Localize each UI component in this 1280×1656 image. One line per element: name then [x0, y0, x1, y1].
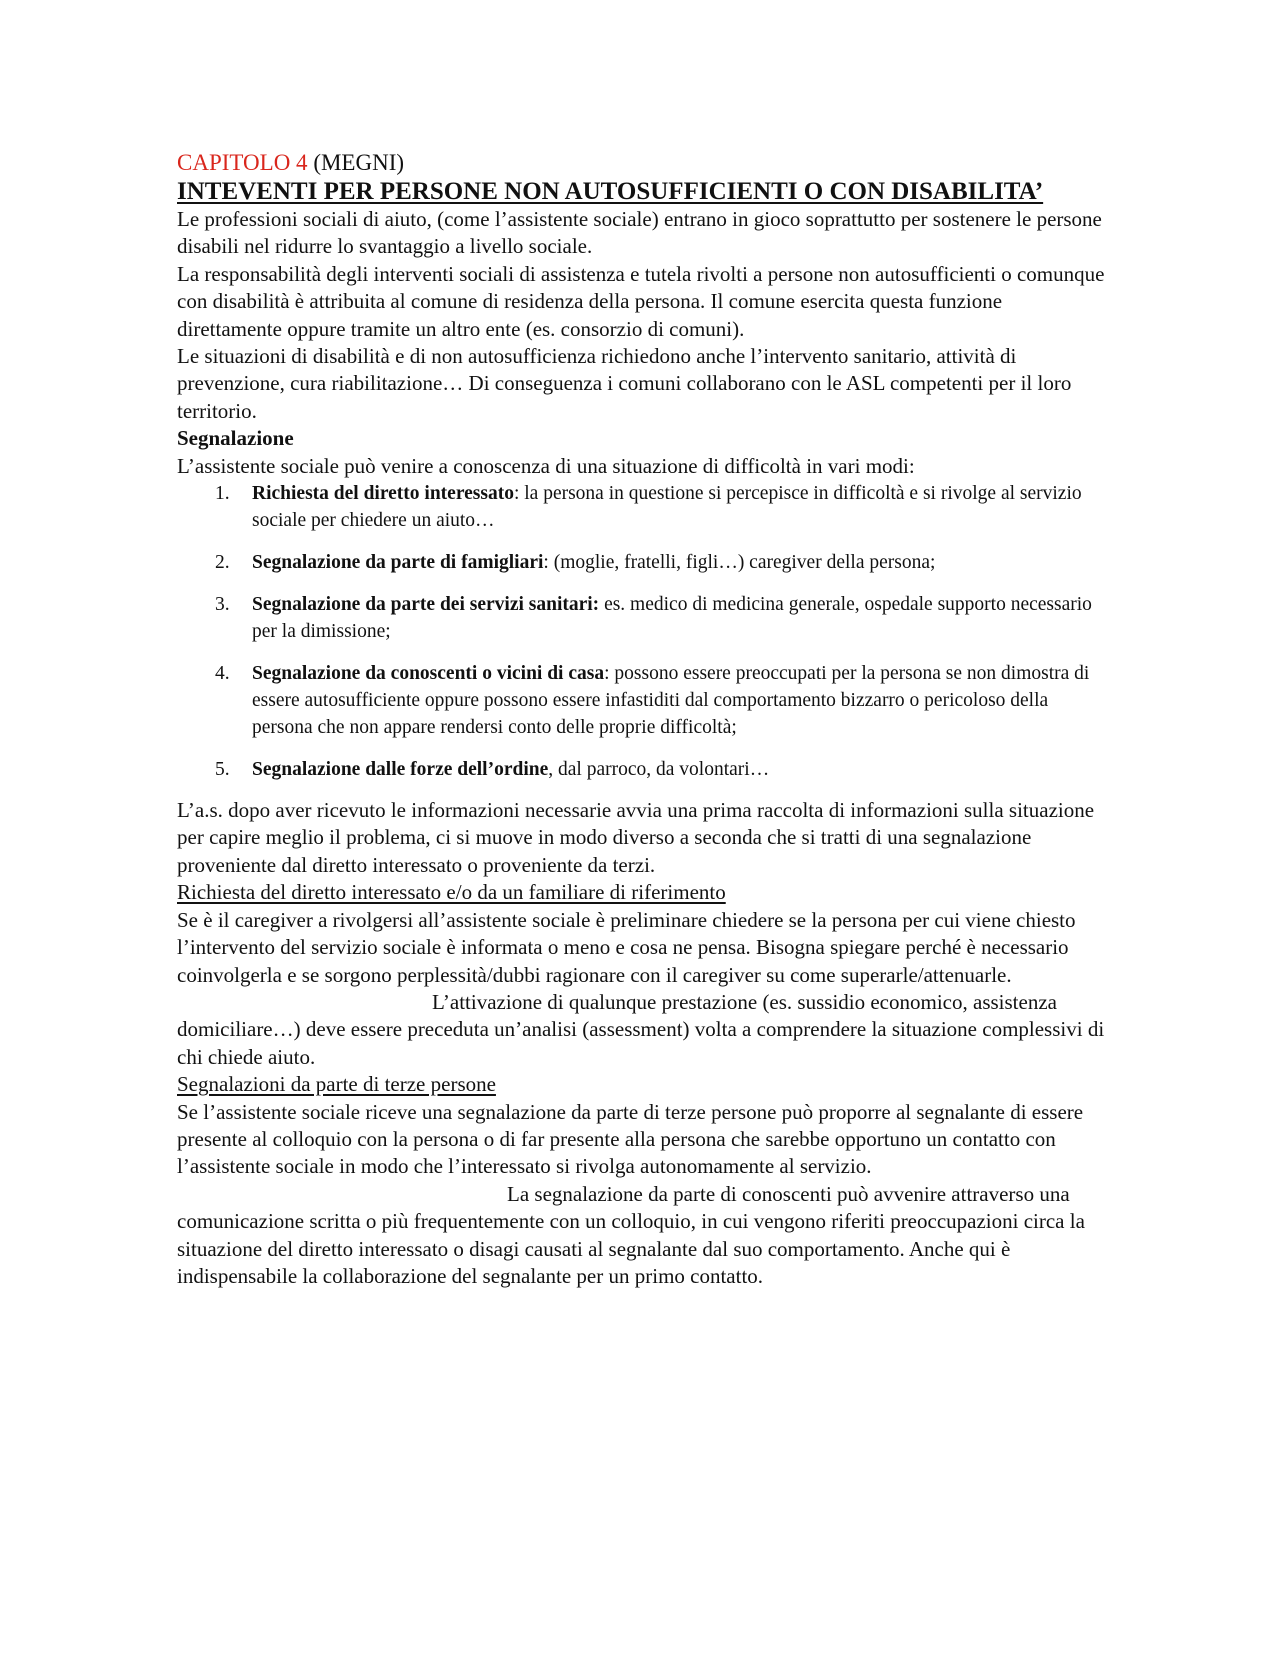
- intro-paragraph-2: La responsabilità degli interventi sociali di assistenza e tutela rivolti a persone non autosufficienti o comunque con disabilità è attribuita al comune di residenza della persona. Il comune esercita questa funzione direttamente oppure tramite un altro ente (es. consorzio di comuni).: [177, 261, 1105, 341]
- segnalazione-list: [177, 480, 1107, 783]
- list-item-text: : possono essere preoccupati per la persona se non dimostra di essere autosufficiente oppure possono essere infastiditi dal comportamento bizzarro o pericoloso della persona che non appare rendersi conto delle proprie difficoltà;: [252, 663, 1090, 739]
- intro-paragraph-1: Le professioni sociali di aiuto, (come l’assistente sociale) entrano in gioco soprattutto per sostenere le persone disabili nel ridurre lo svantaggio a livello sociale.: [177, 207, 1102, 259]
- list-item: [177, 591, 1107, 645]
- list-item-number: 5.: [215, 759, 230, 781]
- list-item-bold: Segnalazione da parte di famigliari: [252, 552, 544, 574]
- segnalazione-heading: Segnalazione: [177, 426, 294, 451]
- intro-paragraph-3: Le situazioni di disabilità e di non autosufficienza richiedono anche l’intervento sanitario, attività di prevenzione, cura riabilitazione… Di conseguenza i comuni collaborano con le ASL competenti per il loro territorio.: [177, 344, 1072, 423]
- section2-text-a: Se l’assistente sociale riceve una segnalazione da parte di terze persone può proporre al segnalante di essere presente al colloquio con la persona o di far presente alla persona che sarebbe opportuno un contatto con l’assistente sociale in modo che l’interessato si rivolga autonomamente al servizio.: [177, 1099, 1084, 1179]
- document-title: INTEVENTI PER PERSONE NON AUTOSUFFICIENTI O CON DISABILITA’: [177, 178, 1044, 205]
- section2-paragraph: [177, 1099, 1107, 1291]
- list-item-text: : la persona in questione si percepisce in difficoltà e si rivolge al servizio sociale per chiedere un aiuto…: [252, 483, 1082, 532]
- list-item: [177, 756, 1107, 783]
- list-item-text: es. medico di medicina generale, ospedale supporto necessario per la dimissione;: [252, 594, 1092, 643]
- section2-text-b: La segnalazione da parte di conoscenti può avvenire attraverso una comunicazione scritta o più frequentemente con un colloquio, in cui vengono riferiti preoccupazioni circa la situazione del diretto interessato o disagi causati al segnalante dal suo comportamento. Anche qui è indispensabile la collaborazione del segnalante per un primo contatto.: [177, 1181, 1085, 1288]
- section1-heading: Richiesta del diretto interessato e/o da un familiare di riferimento: [177, 880, 726, 905]
- list-item-number: 2.: [215, 552, 230, 574]
- section1-paragraph: [177, 907, 1107, 1071]
- chapter-author: (MEGNI): [313, 150, 405, 175]
- list-item: [177, 660, 1107, 741]
- list-item-number: 1.: [215, 483, 230, 505]
- chapter-heading: [177, 148, 1107, 178]
- section2-heading: Segnalazioni da parte di terze persone: [177, 1072, 496, 1097]
- list-item-text: : (moglie, fratelli, figli…) caregiver della persona;: [543, 552, 936, 574]
- list-item-text: , dal parroco, da volontari…: [548, 759, 770, 781]
- list-item-number: 3.: [215, 594, 230, 616]
- list-item-number: 4.: [215, 663, 230, 685]
- section1-text-a: Se è il caregiver a rivolgersi all’assistente sociale è preliminare chiedere se la persona per cui viene chiesto l’intervento del servizio sociale è informata o meno e cosa ne pensa. Bisogna spiegare perché è necessario coinvolgerla e se sorgono perplessità/dubbi ragionare con il caregiver su come superarle/attenuarle.: [177, 907, 1076, 987]
- segnalazione-lead: L’assistente sociale può venire a conoscenza di una situazione di difficoltà in vari modi:: [177, 453, 915, 478]
- list-item-bold: Segnalazione dalle forze dell’ordine: [252, 759, 549, 781]
- list-item: [177, 549, 1107, 576]
- list-item-bold: Richiesta del diretto interessato: [252, 483, 514, 505]
- chapter-label: CAPITOLO 4: [177, 150, 308, 175]
- list-item-bold: Segnalazione da conoscenti o vicini di casa: [252, 663, 605, 685]
- section1-text-b: L’attivazione di qualunque prestazione (es. sussidio economico, assistenza domiciliare…) deve essere preceduta un’analisi (assessment) volta a comprendere la situazione complessivi di chi chiede aiuto.: [177, 989, 1105, 1069]
- list-item: [177, 480, 1107, 534]
- after-list-paragraph: L’a.s. dopo aver ricevuto le informazioni necessarie avvia una prima raccolta di informazioni sulla situazione per capire meglio il problema, ci si muove in modo diverso a seconda che si tratti di una segnalazione proveniente dal diretto interessato o proveniente da terzi.: [177, 798, 1095, 877]
- list-item-bold: Segnalazione da parte dei servizi sanitari:: [252, 594, 600, 616]
- document-page: [177, 148, 1107, 1290]
